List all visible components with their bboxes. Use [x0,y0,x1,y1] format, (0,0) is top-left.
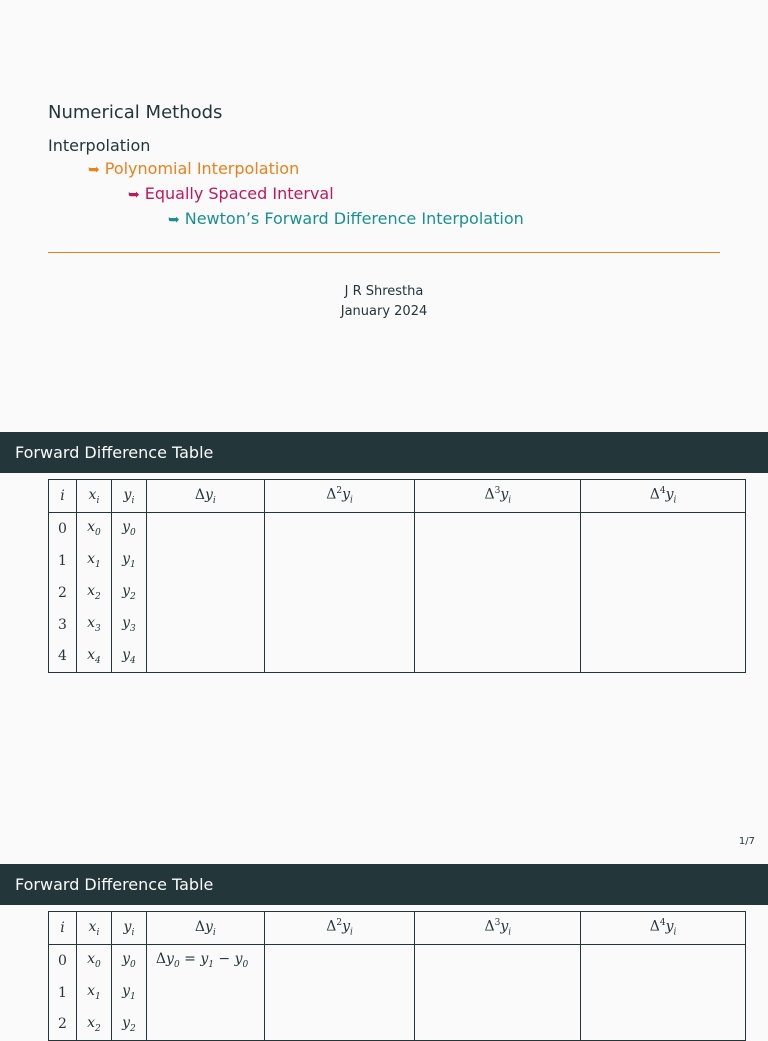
header-delta-3: $\Delta^3y_i$ [415,480,581,513]
arrow-icon: ➥ [88,162,100,178]
date: January 2024 [340,304,428,319]
forward-difference-table [48,479,746,673]
presentation-subtitle: Interpolation [48,136,151,155]
table-row: 2 $x_2$ $y_2$ [49,577,746,609]
crumb-newton-forward: ➥ Newton’s Forward Difference Interpolation [168,209,524,228]
header-delta-4: $\Delta^4y_i$ [581,912,746,945]
header-delta-1: $\Delta y_i$ [146,480,264,513]
table-header-row [49,912,746,945]
page-number: 1/7 [738,836,755,847]
table-row: 1 $x_1$ $y_1$ [49,977,746,1009]
table-row: 3 $x_3$ $y_3$ [49,609,746,641]
forward-difference-table [48,911,746,1041]
header-delta-1: $\Delta y_i$ [146,912,264,945]
header-delta-2: $\Delta^2y_i$ [264,912,415,945]
table-row: 4 $x_4$ $y_4$ [49,641,746,673]
title-block [48,100,720,232]
header-i: i [49,912,77,945]
header-x: $x_i$ [76,912,111,945]
table-row: 1 $x_1$ $y_1$ [49,545,746,577]
frame-title-bar: Forward Difference Table [0,864,768,905]
table-row: 0 $x_0$ $y_0$ [49,513,746,545]
table-row: 2 $x_2$ $y_2$ [49,1009,746,1041]
header-delta-4: $\Delta^4y_i$ [581,480,746,513]
header-delta-2: $\Delta^2y_i$ [264,480,415,513]
presentation-title: Numerical Methods [48,102,223,123]
crumb-polynomial: ➥ Polynomial Interpolation [88,159,300,178]
title-divider [48,252,720,253]
table-header-row [49,480,746,513]
header-i: i [49,480,77,513]
author: J R Shrestha [344,284,424,299]
header-y: $y_i$ [111,912,146,945]
header-y: $y_i$ [111,480,146,513]
frame-title-bar: Forward Difference Table [0,432,768,473]
table-row: 0 $x_0$ $y_0$ $\Delta y_0 = y_1 - y_0$ [49,945,746,977]
header-delta-3: $\Delta^3y_i$ [415,912,581,945]
header-x: $x_i$ [76,480,111,513]
delta-y0-expression: $\Delta y_0 = y_1 - y_0$ [146,945,264,977]
crumb-equally-spaced: ➥ Equally Spaced Interval [128,184,334,203]
arrow-icon: ➥ [168,212,180,228]
arrow-icon: ➥ [128,187,140,203]
